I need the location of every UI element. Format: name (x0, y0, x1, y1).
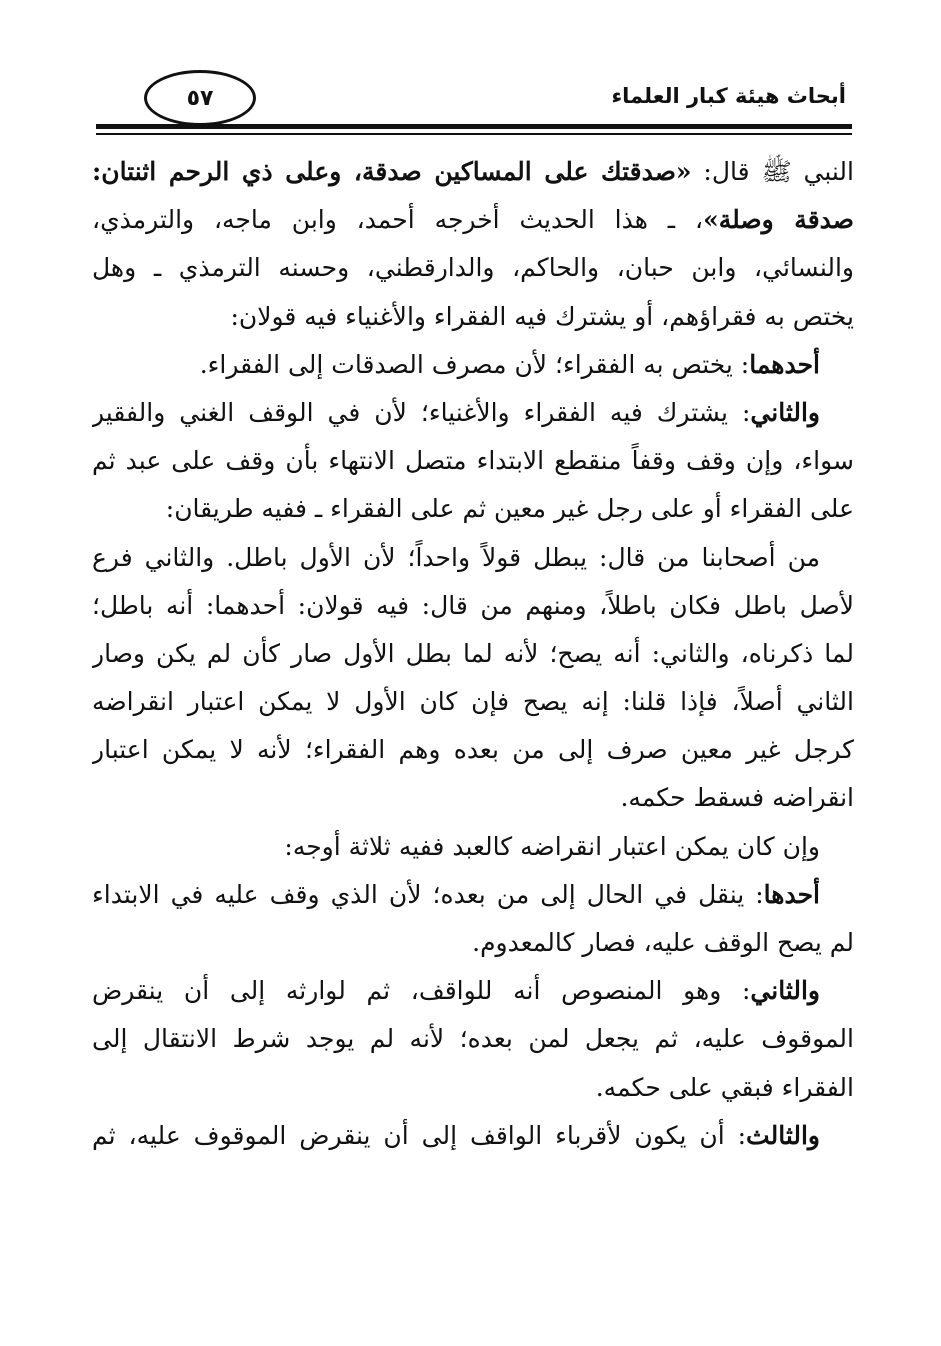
page-number: ٥٧ (186, 85, 214, 111)
text-line: من أصحابنا من قال: يبطل قولاً واحداً؛ لأن الأول باطل. والثاني فرع (92, 542, 820, 572)
body-text (92, 148, 854, 1160)
text-line: سواء، وإن وقف وقفاً منقطع الابتداء متصل الانتهاء بأن وقف على عبد ثم (92, 446, 854, 476)
text-line: وإن كان يمكن اعتبار انقراضه كالعبد ففيه ثلاثة أوجه: (284, 831, 820, 861)
text-line: لم يصح الوقف عليه، فصار كالمعدوم. (472, 928, 854, 957)
text-line: يختص به فقراؤهم، أو يشترك فيه الفقراء والأغنياء فيه قولان: (230, 301, 854, 331)
text-line: لما ذكرناه، والثاني: أنه يصح؛ لأنه لما بطل الأول صار كأن لم يكن وصار (92, 638, 854, 668)
text-line: صدقة وصلة»، ـ هذا الحديث أخرجه أحمد، وابن ماجه، والترمذي، (92, 205, 854, 235)
text-line: والثاني: وهو المنصوص أنه للواقف، ثم لوارثه إلى أن ينقرض (92, 976, 820, 1006)
page-number-oval (144, 70, 256, 126)
text-line: أحدهما: يختص به الفقراء؛ لأن مصرف الصدقات إلى الفقراء. (199, 349, 820, 379)
text-line: الموقوف عليه، ثم يجعل لمن بعده؛ لأنه لم يوجد شرط الانتقال إلى (92, 1024, 854, 1054)
text-line: لأصل باطل فكان باطلاً، ومنهم من قال: فيه قولان: أحدهما: أنه باطل؛ (92, 590, 854, 620)
text-line: والنسائي، وابن حبان، والحاكم، والدارقطني، وحسنه الترمذي ـ وهل (92, 253, 854, 283)
running-title: أبحاث هيئة كبار العلماء (611, 84, 846, 108)
text-line: والثاني: يشترك فيه الفقراء والأغنياء؛ لأن في الوقف الغني والفقير (92, 397, 820, 427)
text-line: الفقراء فبقي على حكمه. (595, 1072, 854, 1102)
text-line: انقراضه فسقط حكمه. (620, 783, 854, 813)
text-line: على الفقراء أو على رجل غير معين ثم على الفقراء ـ ففيه طريقان: (165, 494, 854, 524)
page-header (96, 60, 852, 140)
text-line: كرجل غير معين صرف إلى من بعده وهم الفقراء؛ لأنه لا يمكن اعتبار (92, 735, 854, 765)
text-line: والثالث: أن يكون لأقرباء الواقف إلى أن ينقرض الموقوف عليه، ثم (92, 1120, 820, 1150)
text-line: أحدها: ينقل في الحال إلى من بعده؛ لأن الذي وقف عليه في الابتداء (92, 879, 820, 909)
header-rule-thin (96, 133, 852, 135)
text-line: الثاني أصلاً، فإذا قلنا: إنه يصح فإن كان الأول لا يمكن اعتبار انقراضه (92, 687, 854, 717)
text-line: النبي ﷺ قال: «صدقتك على المساكين صدقة، وعلى ذي الرحم اثنتان: (92, 157, 854, 186)
